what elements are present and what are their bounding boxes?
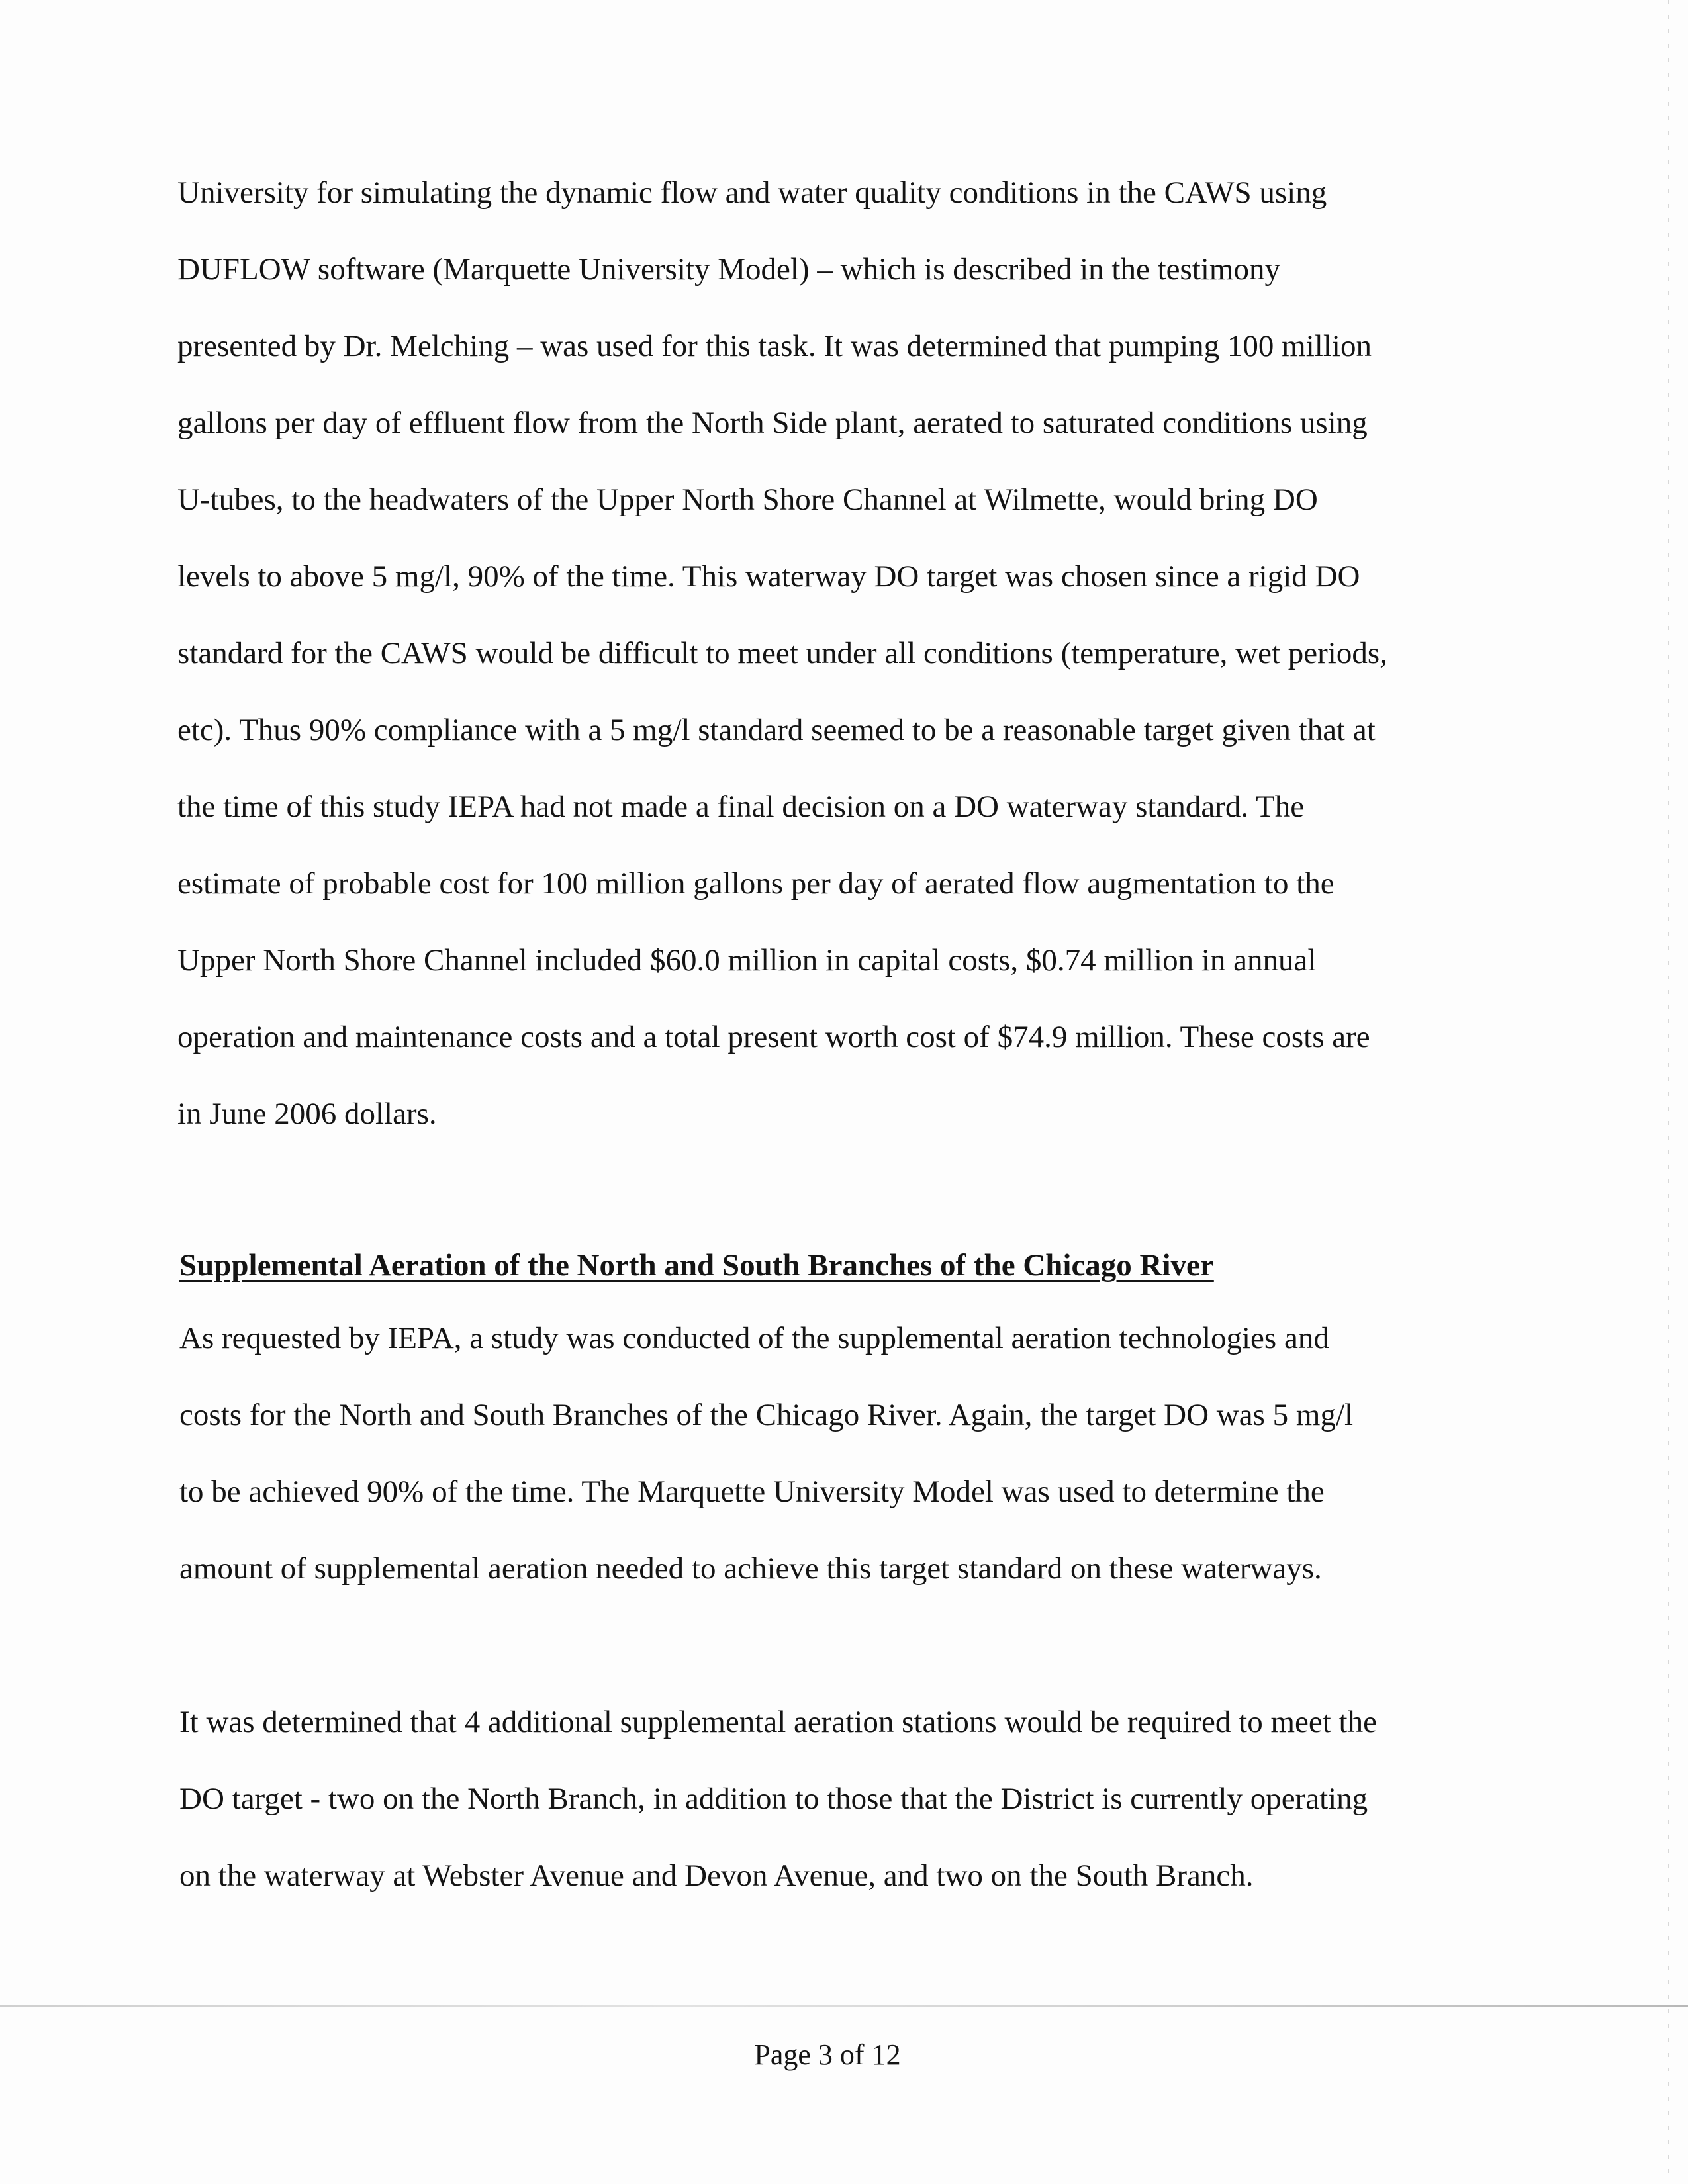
text-line: on the waterway at Webster Avenue and Devon Avenue, and two on the South Branch. (179, 1858, 1254, 1893)
text-line: Upper North Shore Channel included $60.0 million in capital costs, $0.74 million in annual (177, 943, 1317, 978)
text-line: standard for the CAWS would be difficult to meet under all conditions (temperature, wet periods, (177, 636, 1387, 670)
text-line: DO target - two on the North Branch, in addition to those that the District is currently operating (179, 1782, 1368, 1816)
text-line: U-tubes, to the headwaters of the Upper North Shore Channel at Wilmette, would bring DO (177, 482, 1318, 517)
text-line: etc). Thus 90% compliance with a 5 mg/l standard seemed to be a reasonable target given that at (177, 713, 1376, 747)
text-line: amount of supplemental aeration needed to achieve this target standard on these waterways. (179, 1551, 1322, 1586)
text-line: University for simulating the dynamic flow and water quality conditions in the CAWS using (177, 175, 1327, 210)
text-line: DUFLOW software (Marquette University Model) – which is described in the testimony (177, 252, 1280, 287)
footer-divider (0, 2005, 1688, 2007)
section-heading: Supplemental Aeration of the North and South Branches of the Chicago River (179, 1248, 1214, 1283)
text-line: presented by Dr. Melching – was used for this task. It was determined that pumping 100 million (177, 329, 1372, 363)
text-line: to be achieved 90% of the time. The Marquette University Model was used to determine the (179, 1475, 1325, 1509)
text-line: As requested by IEPA, a study was conducted of the supplemental aeration technologies and (179, 1321, 1329, 1355)
text-line: levels to above 5 mg/l, 90% of the time. This waterway DO target was chosen since a rigid DO (177, 559, 1360, 594)
text-line: operation and maintenance costs and a total present worth cost of $74.9 million. These costs are (177, 1020, 1370, 1054)
text-line: costs for the North and South Branches of the Chicago River. Again, the target DO was 5 mg/l (179, 1398, 1354, 1432)
page-number: Page 3 of 12 (754, 2038, 901, 2071)
text-line: estimate of probable cost for 100 million gallons per day of aerated flow augmentation to the (177, 866, 1335, 901)
text-line: gallons per day of effluent flow from the North Side plant, aerated to saturated conditions using (177, 406, 1368, 440)
scan-edge-artifact (1668, 0, 1669, 2184)
text-line: in June 2006 dollars. (177, 1097, 437, 1131)
text-line: the time of this study IEPA had not made a final decision on a DO waterway standard. The (177, 790, 1305, 824)
text-line: It was determined that 4 additional supplemental aeration stations would be required to meet the (179, 1705, 1377, 1739)
